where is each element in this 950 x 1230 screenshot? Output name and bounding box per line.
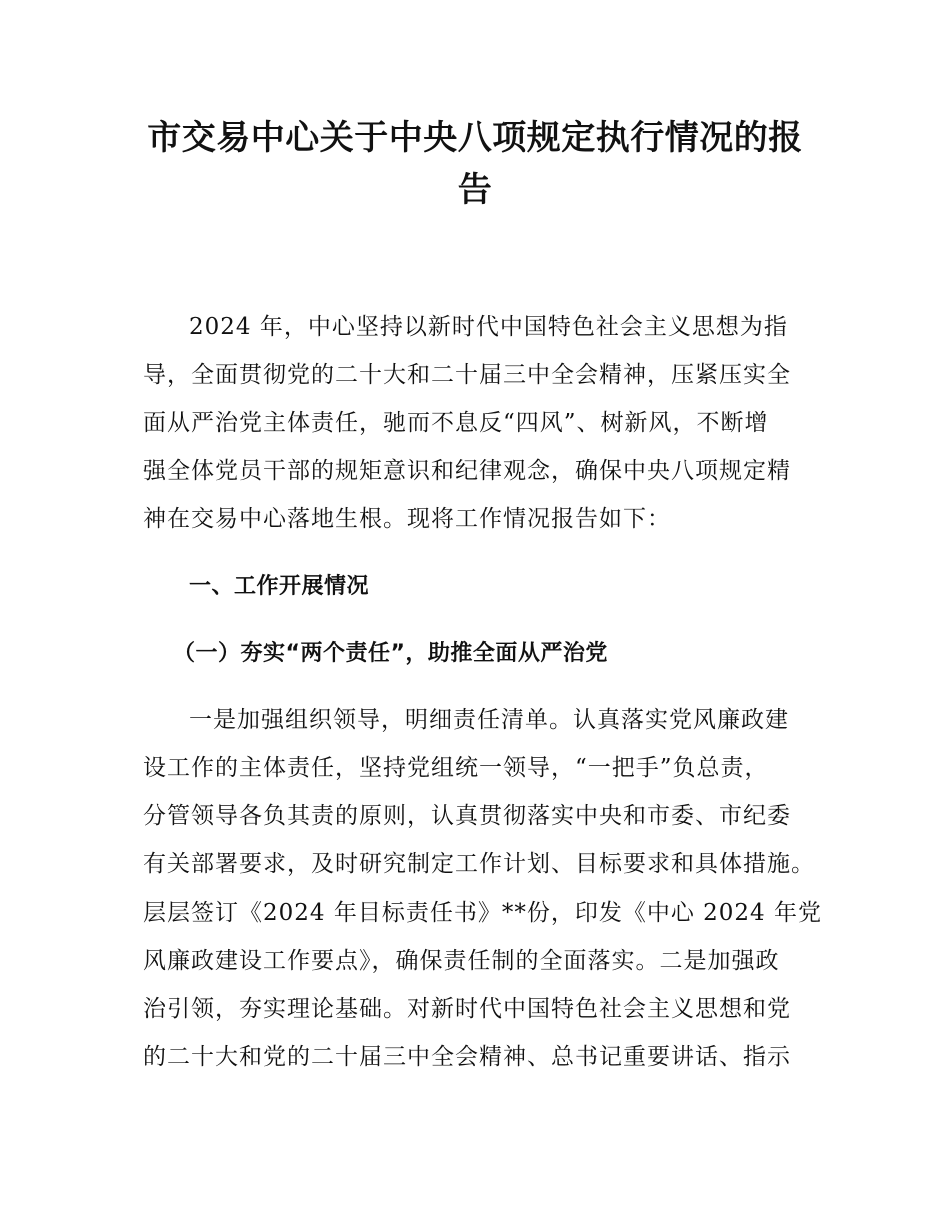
body-line: 一是加强组织领导，明细责任清单。认真落实党风廉政建 [189, 707, 789, 733]
body-line: 风廉政建设工作要点》，确保责任制的全面落实。二是加强政 [143, 948, 780, 974]
intro-line: 导，全面贯彻党的二十大和二十届三中全会精神，压紧压实全 [143, 362, 791, 388]
intro-line: 面从严治党主体责任，驰而不息反“四风”、树新风，不断增 [143, 410, 769, 436]
intro-line: 神在交易中心落地生根。现将工作情况报告如下： [143, 506, 671, 532]
section-heading: 一、工作开展情况 [189, 574, 370, 599]
body-line: 分管领导各负其责的原则，认真贯彻落实中央和市委、市纪委 [143, 803, 791, 829]
title-line-1: 市交易中心关于中央八项规定执行情况的报 [147, 118, 803, 158]
title-line-2: 告 [457, 170, 493, 210]
body-line: 有关部署要求，及时研究制定工作计划、目标要求和具体措施。 [143, 851, 815, 877]
body-line: 的二十大和党的二十届三中全会精神、总书记重要讲话、指示 [143, 1044, 791, 1070]
intro-line: 强全体党员干部的规矩意识和纪律观念，确保中央八项规定精 [143, 458, 791, 484]
body-line: 层层签订《2024 年目标责任书》**份，印发《中心 2024 年党 [143, 900, 822, 926]
body-line: 设工作的主体责任，坚持党组统一领导，“一把手”负总责， [143, 755, 769, 781]
intro-line: 2024 年，中心坚持以新时代中国特色社会主义思想为指 [189, 314, 788, 340]
document-title [120, 112, 830, 216]
body-line: 治引领，夯实理论基础。对新时代中国特色社会主义思想和党 [143, 996, 791, 1022]
subsection-heading: （一）夯实“两个责任”，助推全面从严治党 [173, 641, 608, 666]
